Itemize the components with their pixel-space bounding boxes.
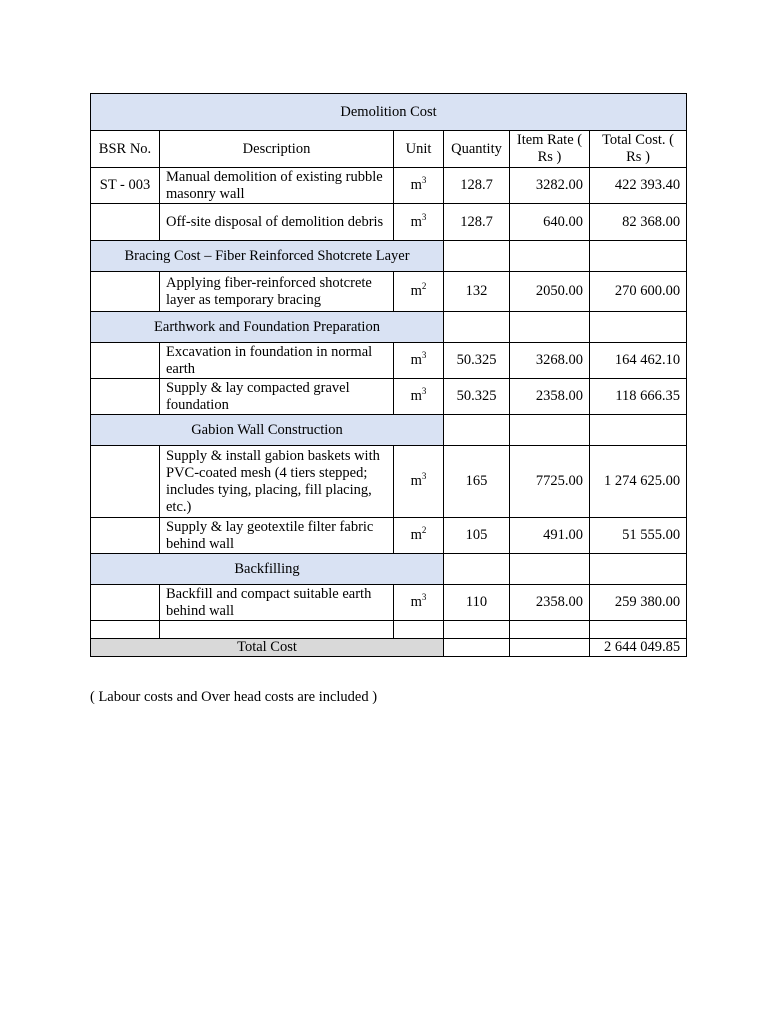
- empty-cell: [160, 621, 394, 639]
- empty-cell: [444, 621, 510, 639]
- unit-exponent: 3: [421, 386, 427, 397]
- empty-rate-cell: [510, 554, 590, 585]
- unit-cell: [394, 204, 444, 241]
- empty-rate-cell: [510, 241, 590, 272]
- unit-exponent: 2: [421, 281, 427, 292]
- table-row: [91, 204, 687, 241]
- header-quantity: Quantity: [444, 131, 510, 168]
- empty-cell: [394, 621, 444, 639]
- unit-base: m: [410, 594, 422, 610]
- bsr-cell: [91, 585, 160, 621]
- empty-total-cell: [590, 312, 687, 343]
- table-title: Demolition Cost: [91, 94, 687, 131]
- rate-cell: 491.00: [510, 518, 590, 554]
- bsr-cell: [91, 446, 160, 518]
- empty-rate-cell: [510, 415, 590, 446]
- bsr-cell: [91, 379, 160, 415]
- unit-base: m: [410, 283, 422, 299]
- total-cell: 82 368.00: [590, 204, 687, 241]
- unit-base: m: [410, 388, 422, 404]
- header-total-cost: Total Cost. ( Rs ): [590, 131, 687, 168]
- total-cell: 118 666.35: [590, 379, 687, 415]
- rate-cell: 7725.00: [510, 446, 590, 518]
- unit-base: m: [410, 473, 422, 489]
- empty-quantity-cell: [444, 415, 510, 446]
- unit-exponent: 3: [421, 592, 427, 603]
- total-cell: 1 274 625.00: [590, 446, 687, 518]
- cost-table: [90, 93, 687, 657]
- header-unit: Unit: [394, 131, 444, 168]
- total-value: 2 644 049.85: [590, 639, 687, 657]
- rate-cell: 3282.00: [510, 168, 590, 204]
- unit-exponent: 3: [421, 471, 427, 482]
- description-cell: Excavation in foundation in normal earth: [160, 343, 394, 379]
- total-cell: 259 380.00: [590, 585, 687, 621]
- table-row: [91, 446, 687, 518]
- quantity-cell: 165: [444, 446, 510, 518]
- unit-exponent: 3: [421, 211, 427, 222]
- table-row: [91, 585, 687, 621]
- empty-total-cell: [590, 554, 687, 585]
- rate-cell: 2358.00: [510, 379, 590, 415]
- section-label: Gabion Wall Construction: [91, 415, 444, 446]
- cost-note: ( Labour costs and Over head costs are included ): [90, 689, 378, 705]
- section-row: [91, 554, 687, 585]
- unit-base: m: [410, 527, 422, 543]
- empty-total-cell: [590, 415, 687, 446]
- header-item-rate: Item Rate ( Rs ): [510, 131, 590, 168]
- section-label: Earthwork and Foundation Preparation: [91, 312, 444, 343]
- quantity-cell: 128.7: [444, 204, 510, 241]
- section-label: Backfilling: [91, 554, 444, 585]
- rate-cell: 2358.00: [510, 585, 590, 621]
- unit-base: m: [410, 213, 422, 230]
- description-cell: Manual demolition of existing rubble masonry wall: [160, 168, 394, 204]
- empty-quantity-cell: [444, 241, 510, 272]
- section-label: Bracing Cost – Fiber Reinforced Shotcrete Layer: [91, 241, 444, 272]
- section-row: [91, 415, 687, 446]
- total-cell: 422 393.40: [590, 168, 687, 204]
- table-row: [91, 343, 687, 379]
- empty-rate-cell: [510, 639, 590, 657]
- empty-rate-cell: [510, 312, 590, 343]
- bsr-cell: [91, 518, 160, 554]
- rate-cell: 3268.00: [510, 343, 590, 379]
- quantity-cell: 50.325: [444, 343, 510, 379]
- empty-quantity-cell: [444, 639, 510, 657]
- table-title-row: [91, 94, 687, 131]
- table-header-row: [91, 131, 687, 168]
- unit-cell: [394, 168, 444, 204]
- quantity-cell: 50.325: [444, 379, 510, 415]
- bsr-cell: [91, 343, 160, 379]
- quantity-cell: 132: [444, 272, 510, 312]
- total-row: [91, 639, 687, 657]
- total-cell: 51 555.00: [590, 518, 687, 554]
- empty-cell: [510, 621, 590, 639]
- unit-exponent: 3: [421, 175, 427, 186]
- table-row: [91, 379, 687, 415]
- empty-total-cell: [590, 241, 687, 272]
- bsr-cell: ST - 003: [91, 168, 160, 204]
- rate-cell: 640.00: [510, 204, 590, 241]
- description-cell: Supply & lay compacted gravel foundation: [160, 379, 394, 415]
- unit-cell: [394, 585, 444, 621]
- total-cell: 270 600.00: [590, 272, 687, 312]
- description-cell: Supply & install gabion baskets with PVC-coated mesh (4 tiers stepped; includes tying, placing, fill placing, etc.): [160, 446, 394, 518]
- total-cell: 164 462.10: [590, 343, 687, 379]
- empty-quantity-cell: [444, 554, 510, 585]
- description-cell: Supply & lay geotextile filter fabric behind wall: [160, 518, 394, 554]
- blank-row: [91, 621, 687, 639]
- unit-exponent: 3: [421, 350, 427, 361]
- total-label: Total Cost: [91, 639, 444, 657]
- bsr-cell: [91, 204, 160, 241]
- description-cell: Backfill and compact suitable earth behind wall: [160, 585, 394, 621]
- unit-base: m: [410, 177, 422, 193]
- unit-cell: [394, 343, 444, 379]
- empty-quantity-cell: [444, 312, 510, 343]
- rate-cell: 2050.00: [510, 272, 590, 312]
- quantity-cell: 110: [444, 585, 510, 621]
- unit-base: m: [410, 352, 422, 368]
- description-cell: Applying fiber-reinforced shotcrete layer as temporary bracing: [160, 272, 394, 312]
- empty-cell: [590, 621, 687, 639]
- unit-exponent: 2: [421, 525, 427, 536]
- table-row: [91, 168, 687, 204]
- header-description: Description: [160, 131, 394, 168]
- quantity-cell: 105: [444, 518, 510, 554]
- unit-cell: [394, 518, 444, 554]
- header-bsr: BSR No.: [91, 131, 160, 168]
- description-cell: Off-site disposal of demolition debris: [160, 204, 394, 241]
- table-row: [91, 518, 687, 554]
- bsr-cell: [91, 272, 160, 312]
- quantity-cell: 128.7: [444, 168, 510, 204]
- unit-cell: [394, 446, 444, 518]
- section-row: [91, 241, 687, 272]
- unit-cell: [394, 379, 444, 415]
- table-row: [91, 272, 687, 312]
- unit-cell: [394, 272, 444, 312]
- empty-cell: [91, 621, 160, 639]
- section-row: [91, 312, 687, 343]
